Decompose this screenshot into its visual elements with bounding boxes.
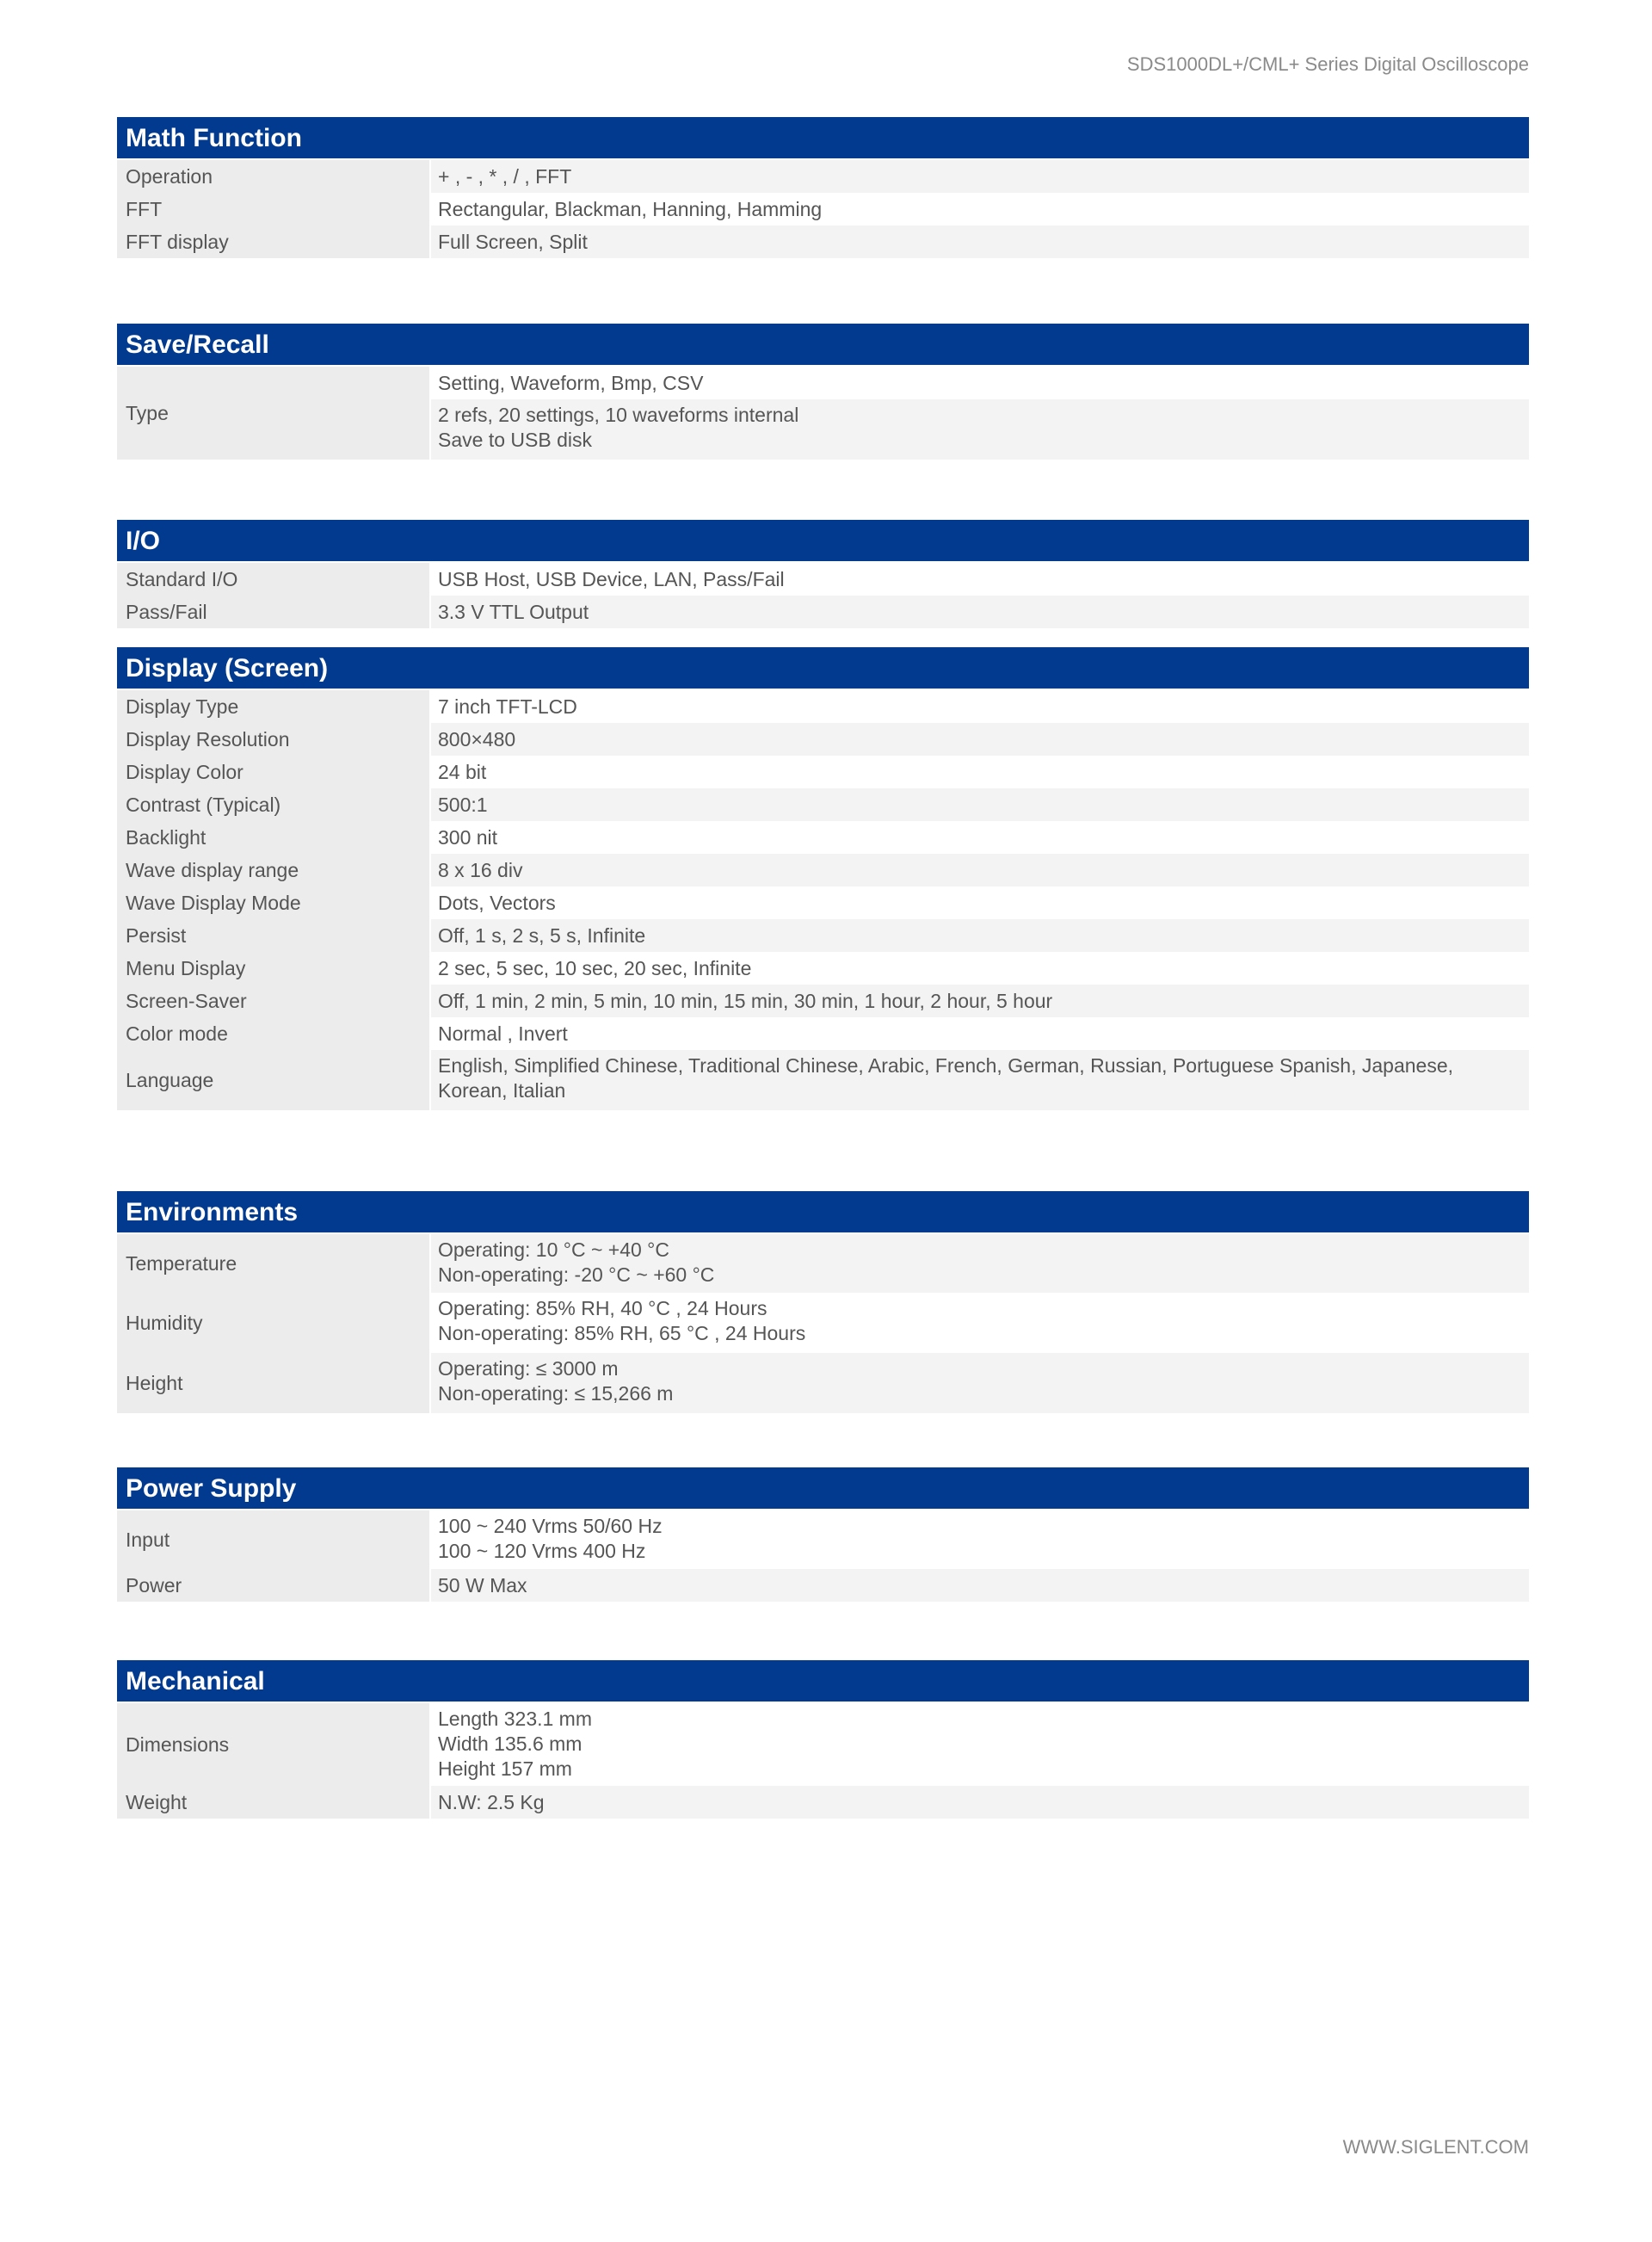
spec-label: Weight [117, 1786, 429, 1819]
section-heading: Save/Recall [117, 324, 1529, 365]
spec-label: Operation [117, 160, 429, 193]
section-heading: I/O [117, 520, 1529, 561]
section-io [117, 520, 1529, 628]
spec-row [117, 563, 1529, 596]
spec-row [117, 193, 1529, 225]
spec-value: 8 x 16 div [431, 854, 1529, 886]
spec-value: N.W: 2.5 Kg [431, 1786, 1529, 1819]
spec-value: USB Host, USB Device, LAN, Pass/Fail [431, 563, 1529, 596]
section-math-function [117, 117, 1529, 258]
spec-value: Operating: 10 °C ~ +40 °C [438, 1238, 669, 1261]
spec-label: Display Resolution [117, 723, 429, 756]
spec-row [117, 225, 1529, 258]
spec-value: Width 135.6 mm [438, 1732, 583, 1755]
spec-value: Operating: ≤ 3000 m [438, 1357, 619, 1380]
spec-row [117, 821, 1529, 854]
spec-label: Power [117, 1569, 429, 1602]
spec-value: 7 inch TFT-LCD [431, 690, 1529, 723]
spec-value: 50 W Max [431, 1569, 1529, 1602]
spec-value: English, Simplified Chinese, Traditional Chinese, Arabic, French, German, Russian, Portuguese Spanish, Japanese, Korean, Italian [431, 1050, 1529, 1110]
spec-label: Language [117, 1050, 429, 1110]
spec-label: FFT display [117, 225, 429, 258]
spec-value: + , - , * , / , FFT [431, 160, 1529, 193]
spec-value: Rectangular, Blackman, Hanning, Hamming [431, 193, 1529, 225]
spec-row [117, 886, 1529, 919]
spec-row [117, 1569, 1529, 1602]
spec-label: Dimensions [117, 1703, 429, 1786]
spec-label: Wave display range [117, 854, 429, 886]
spec-value: Off, 1 s, 2 s, 5 s, Infinite [431, 919, 1529, 952]
spec-row [117, 985, 1529, 1017]
section-heading: Display (Screen) [117, 647, 1529, 689]
spec-label: Humidity [117, 1293, 429, 1353]
spec-row [117, 1050, 1529, 1110]
spec-value: Dots, Vectors [431, 886, 1529, 919]
spec-label: Persist [117, 919, 429, 952]
spec-row [117, 1703, 1529, 1786]
spec-label: Input [117, 1510, 429, 1569]
spec-row [117, 1017, 1529, 1050]
section-power-supply [117, 1467, 1529, 1602]
spec-label: FFT [117, 193, 429, 225]
spec-row [117, 1353, 1529, 1413]
spec-label: Wave Display Mode [117, 886, 429, 919]
spec-row [117, 723, 1529, 756]
spec-value: 500:1 [431, 788, 1529, 821]
spec-value: 800×480 [431, 723, 1529, 756]
section-heading: Mechanical [117, 1660, 1529, 1702]
spec-value: Non-operating: -20 °C ~ +60 °C [438, 1263, 715, 1286]
spec-row [117, 1786, 1529, 1819]
spec-value: 100 ~ 240 Vrms 50/60 Hz [438, 1515, 663, 1537]
section-heading: Environments [117, 1191, 1529, 1232]
spec-value: 300 nit [431, 821, 1529, 854]
spec-value: Height 157 mm [438, 1757, 572, 1780]
spec-row [117, 596, 1529, 628]
spec-row [117, 1293, 1529, 1353]
spec-label: Menu Display [117, 952, 429, 985]
spec-label: Standard I/O [117, 563, 429, 596]
spec-row [117, 160, 1529, 193]
spec-value: Setting, Waveform, Bmp, CSV [431, 367, 1529, 399]
spec-label: Backlight [117, 821, 429, 854]
spec-label: Pass/Fail [117, 596, 429, 628]
spec-row [117, 854, 1529, 886]
section-environments [117, 1191, 1529, 1413]
spec-label: Color mode [117, 1017, 429, 1050]
spec-label: Contrast (Typical) [117, 788, 429, 821]
section-mechanical [117, 1660, 1529, 1819]
spec-value: Non-operating: 85% RH, 65 °C , 24 Hours [438, 1322, 806, 1344]
spec-value: Full Screen, Split [431, 225, 1529, 258]
spec-value: Normal , Invert [431, 1017, 1529, 1050]
spec-value: 3.3 V TTL Output [431, 596, 1529, 628]
spec-label: Type [117, 367, 429, 460]
section-save-recall [117, 324, 1529, 460]
spec-value: 100 ~ 120 Vrms 400 Hz [438, 1540, 646, 1562]
spec-row [117, 367, 1529, 460]
spec-label: Display Type [117, 690, 429, 723]
spec-row [117, 690, 1529, 723]
spec-row [117, 919, 1529, 952]
spec-value: 24 bit [431, 756, 1529, 788]
spec-label: Display Color [117, 756, 429, 788]
section-heading: Math Function [117, 117, 1529, 158]
spec-value: Non-operating: ≤ 15,266 m [438, 1382, 674, 1405]
website-url: WWW.SIGLENT.COM [1342, 2136, 1529, 2158]
spec-row [117, 788, 1529, 821]
spec-value: Save to USB disk [438, 429, 592, 451]
spec-value: Operating: 85% RH, 40 °C , 24 Hours [438, 1297, 767, 1319]
section-display-screen [117, 647, 1529, 1110]
spec-label: Height [117, 1353, 429, 1413]
spec-value: 2 refs, 20 settings, 10 waveforms internal [438, 404, 799, 426]
spec-row [117, 952, 1529, 985]
spec-value: Off, 1 min, 2 min, 5 min, 10 min, 15 min, 30 min, 1 hour, 2 hour, 5 hour [431, 985, 1529, 1017]
spec-value: 2 sec, 5 sec, 10 sec, 20 sec, Infinite [431, 952, 1529, 985]
spec-row [117, 1234, 1529, 1293]
spec-value: Length 323.1 mm [438, 1708, 593, 1730]
spec-row [117, 1510, 1529, 1569]
spec-label: Screen-Saver [117, 985, 429, 1017]
section-heading: Power Supply [117, 1467, 1529, 1509]
document-title: SDS1000DL+/CML+ Series Digital Oscilloscope [1126, 53, 1529, 75]
spec-label: Temperature [117, 1234, 429, 1293]
spec-row [117, 756, 1529, 788]
